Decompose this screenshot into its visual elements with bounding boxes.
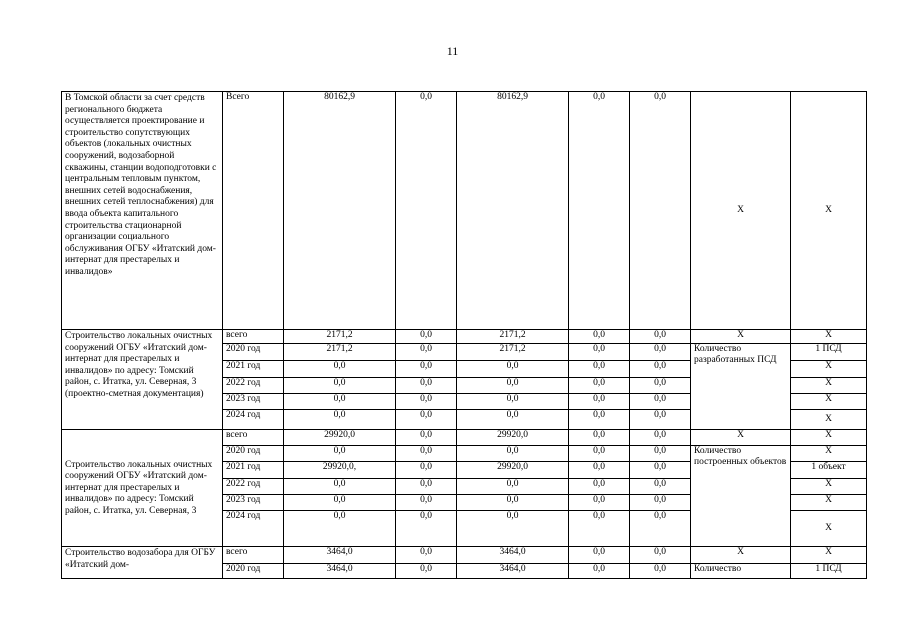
value-cell: 0,0 xyxy=(457,479,569,495)
section-description: Строительство водозабора для ОГБУ «Итатский дом- xyxy=(62,547,223,579)
total-cell: 0,0 xyxy=(284,361,396,378)
value-cell: 0,0 xyxy=(396,361,457,378)
total-cell: 2171,2 xyxy=(284,344,396,361)
value-cell: 0,0 xyxy=(396,430,457,446)
page-number: 11 xyxy=(446,44,459,58)
section-description: Строительство локальных очистных сооружений ОГБУ «Итатский дом-интернат для престарелых и инвалидов» по адресу: Томский район, с. Итатка, ул. Северная, 3 (проектно-сметная документация) xyxy=(62,330,223,430)
value-cell: 0,0 xyxy=(457,361,569,378)
table-row xyxy=(62,92,867,330)
indicator-cell: Х xyxy=(691,330,791,344)
value-cell: 0,0 xyxy=(569,330,630,344)
total-cell: 0,0 xyxy=(284,394,396,410)
section-description: Строительство локальных очистных сооружений ОГБУ «Итатский дом-интернат для престарелых и инвалидов» по адресу: Томский район, с. Итатка, ул. Северная, 3 xyxy=(62,430,223,547)
indicator-cell: Х xyxy=(691,92,791,330)
value-cell: 0,0 xyxy=(630,394,691,410)
value-cell: 0,0 xyxy=(630,495,691,511)
program-table xyxy=(61,91,867,579)
value-cell: 0,0 xyxy=(396,547,457,564)
value-cell: 0,0 xyxy=(396,446,457,462)
value-cell: 0,0 xyxy=(396,330,457,344)
table-row xyxy=(62,430,867,446)
period-cell: 2023 год xyxy=(223,394,284,410)
indicator-label: Количество построенных объектов xyxy=(691,446,791,547)
value-cell: 0,0 xyxy=(630,446,691,462)
value-cell: 0,0 xyxy=(630,361,691,378)
total-cell: 29920,0, xyxy=(284,462,396,479)
value-cell: 0,0 xyxy=(569,446,630,462)
indicator-value-cell: 1 объект xyxy=(791,462,867,479)
total-cell: 29920,0 xyxy=(284,430,396,446)
value-cell: 0,0 xyxy=(457,394,569,410)
value-cell: 0,0 xyxy=(396,394,457,410)
table-row xyxy=(62,330,867,344)
period-cell: 2020 год xyxy=(223,344,284,361)
total-cell: 3464,0 xyxy=(284,564,396,579)
value-cell: 0,0 xyxy=(630,330,691,344)
period-cell: 2023 год xyxy=(223,495,284,511)
value-cell: 0,0 xyxy=(630,92,691,330)
indicator-value-cell: Х xyxy=(791,430,867,446)
value-cell: 3464,0 xyxy=(457,564,569,579)
value-cell: 0,0 xyxy=(569,378,630,394)
total-cell: 0,0 xyxy=(284,479,396,495)
value-cell: 0,0 xyxy=(396,479,457,495)
period-cell: 2022 год xyxy=(223,378,284,394)
value-cell: 0,0 xyxy=(569,511,630,547)
value-cell: 0,0 xyxy=(569,410,630,430)
total-cell: 3464,0 xyxy=(284,547,396,564)
indicator-label: Количество xyxy=(691,564,791,579)
period-cell: 2021 год xyxy=(223,361,284,378)
indicator-value-cell: Х xyxy=(791,378,867,394)
value-cell: 80162,9 xyxy=(457,92,569,330)
period-cell: Всего xyxy=(223,92,284,330)
total-cell: 0,0 xyxy=(284,511,396,547)
value-cell: 0,0 xyxy=(569,547,630,564)
period-cell: 2020 год xyxy=(223,564,284,579)
value-cell: 0,0 xyxy=(396,378,457,394)
indicator-value-cell: Х xyxy=(791,495,867,511)
period-cell: всего xyxy=(223,547,284,564)
value-cell: 0,0 xyxy=(569,495,630,511)
total-cell: 0,0 xyxy=(284,378,396,394)
indicator-value-cell: Х xyxy=(791,330,867,344)
value-cell: 0,0 xyxy=(396,495,457,511)
value-cell: 0,0 xyxy=(630,462,691,479)
indicator-value-cell: Х xyxy=(791,479,867,495)
value-cell: 0,0 xyxy=(569,92,630,330)
period-cell: 2024 год xyxy=(223,410,284,430)
value-cell: 2171,2 xyxy=(457,344,569,361)
period-cell: 2020 год xyxy=(223,446,284,462)
value-cell: 0,0 xyxy=(569,479,630,495)
value-cell: 0,0 xyxy=(630,410,691,430)
value-cell: 0,0 xyxy=(457,495,569,511)
indicator-cell: Х xyxy=(691,547,791,564)
value-cell: 2171,2 xyxy=(457,330,569,344)
value-cell: 3464,0 xyxy=(457,547,569,564)
section-description: В Томской области за счет средств регионального бюджета осуществляется проектирование и строительство сопутствующих объектов (локальных очистных сооружений, водозаборной скважины, станции водоподготовки с центральным тепловым пунктом, внешних сетей водоснабжения, внешних сетей теплоснабжения) для ввода объекта капитального строительства стационарной организации социального обслуживания ОГБУ «Итатский дом-интернат для престарелых и инвалидов» xyxy=(62,92,223,330)
value-cell: 0,0 xyxy=(457,446,569,462)
period-cell: 2022 год xyxy=(223,479,284,495)
value-cell: 0,0 xyxy=(630,378,691,394)
indicator-cell: Х xyxy=(691,430,791,446)
value-cell: 0,0 xyxy=(569,394,630,410)
value-cell: 0,0 xyxy=(457,410,569,430)
total-cell: 2171,2 xyxy=(284,330,396,344)
total-cell: 0,0 xyxy=(284,495,396,511)
indicator-value-cell: Х xyxy=(791,394,867,410)
period-cell: всего xyxy=(223,430,284,446)
total-cell: 0,0 xyxy=(284,446,396,462)
value-cell: 0,0 xyxy=(457,378,569,394)
table-row xyxy=(62,547,867,564)
value-cell: 0,0 xyxy=(396,92,457,330)
value-cell: 0,0 xyxy=(630,511,691,547)
value-cell: 0,0 xyxy=(569,344,630,361)
total-cell: 0,0 xyxy=(284,410,396,430)
total-cell: 80162,9 xyxy=(284,92,396,330)
value-cell: 0,0 xyxy=(396,410,457,430)
value-cell: 0,0 xyxy=(569,361,630,378)
value-cell: 0,0 xyxy=(396,462,457,479)
value-cell: 0,0 xyxy=(630,344,691,361)
value-cell: 0,0 xyxy=(396,511,457,547)
indicator-value-cell: Х xyxy=(791,410,867,430)
value-cell: 29920,0 xyxy=(457,430,569,446)
indicator-value-cell: Х xyxy=(791,547,867,564)
indicator-value-cell: Х xyxy=(791,446,867,462)
value-cell: 0,0 xyxy=(630,430,691,446)
indicator-value-cell: Х xyxy=(791,361,867,378)
value-cell: 29920,0 xyxy=(457,462,569,479)
value-cell: 0,0 xyxy=(396,344,457,361)
indicator-value-cell: Х xyxy=(791,511,867,547)
value-cell: 0,0 xyxy=(630,564,691,579)
period-cell: 2024 год xyxy=(223,511,284,547)
indicator-value-cell: Х xyxy=(791,92,867,330)
period-cell: 2021 год xyxy=(223,462,284,479)
indicator-value-cell: 1 ПСД xyxy=(791,564,867,579)
indicator-value-cell: 1 ПСД xyxy=(791,344,867,361)
indicator-label: Количество разработанных ПСД xyxy=(691,344,791,430)
value-cell: 0,0 xyxy=(457,511,569,547)
value-cell: 0,0 xyxy=(569,564,630,579)
period-cell: всего xyxy=(223,330,284,344)
value-cell: 0,0 xyxy=(569,430,630,446)
value-cell: 0,0 xyxy=(396,564,457,579)
value-cell: 0,0 xyxy=(630,547,691,564)
value-cell: 0,0 xyxy=(630,479,691,495)
value-cell: 0,0 xyxy=(569,462,630,479)
